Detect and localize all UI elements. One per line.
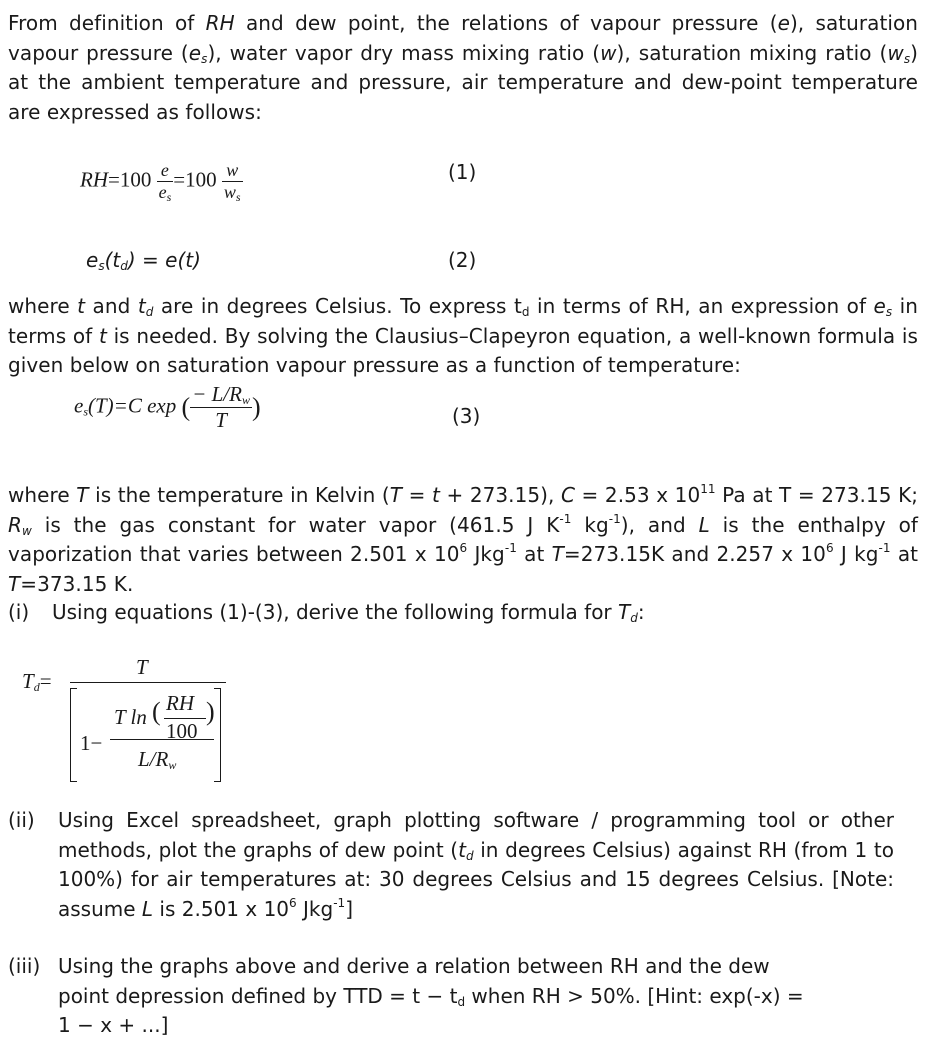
equation-1-number: (1) <box>448 160 477 184</box>
item-3-text: Using the graphs above and derive a relation between RH and the dew point depression defined by TTD = $t - t_d$ when RH > 50%. [Hint: exp(-x) = 1 − x + ...] <box>58 954 804 1037</box>
equation-3-number: (3) <box>452 404 481 428</box>
paragraph-3: where T is the temperature in Kelvin (T = t + 273.15), C = 2.53 x $10^{11}$ Pa at T = 273.15 K; $R_w$ is the gas constant for water vapor (461.5 J $K^{-1}$ $kg^{-1}$), and L is the enthalpy of vaporization that varies between 2.501 x $10^6$ Jkg$^{-1}$ at T=273.15K and 2.257 x $10^6$ J $kg^{-1}$ at T=373.15 K. <box>8 482 919 596</box>
paragraph-2: where t and $t_d$ are in degrees Celsius. To express $t_d$ in terms of RH, an expression of $e_s$ in terms of t is needed. By solving the Clausius–Clapeyron equation, a well-known formula is given below on saturation vapour pressure as a function of temperature: <box>8 294 919 377</box>
item-1-text: Using equations (1)-(3), derive the following formula for $T_d$: <box>52 600 645 625</box>
intro-paragraph: From definition of RH and dew point, the relations of vapour pressure (e), saturation vapour pressure $(e_s)$, water vapor dry mass mixing ratio (w), saturation mixing ratio $(w_s)$ at the ambient temperature and pressure, air temperature and dew-point temperature are expressed as follows: <box>8 11 918 124</box>
equation-3: $e_s(T)=C$ exp ( $\frac{- L/R_w}{T}$ ) <box>74 382 261 432</box>
equation-2-number: (2) <box>448 248 477 272</box>
equation-1: RH=100 $\frac{e}{e_s}$ =100 $\frac{w}{w_s}$ <box>80 160 241 204</box>
item-2-label: (ii) <box>8 808 35 832</box>
dew-point-formula: $T_d=$ T 1− T ln ( RH 100 ) $L/R_w$ <box>22 655 252 785</box>
item-3-label: (iii) <box>8 954 41 978</box>
item-2-text: Using Excel spreadsheet, graph plotting software / programming tool or other methods, plot the graphs of dew point ($t_d$ in degrees Celsius) against RH (from 1 to 100%) for air temperatures at: 30 degrees Celsius and 15 degrees Celsius. [Note: assume L is 2.501 x $10^6$ Jkg$^{-1}$] <box>58 808 895 921</box>
equation-2: $e_s(t_d) = e(t)$ <box>86 248 201 273</box>
item-1-label: (i) <box>8 600 30 624</box>
